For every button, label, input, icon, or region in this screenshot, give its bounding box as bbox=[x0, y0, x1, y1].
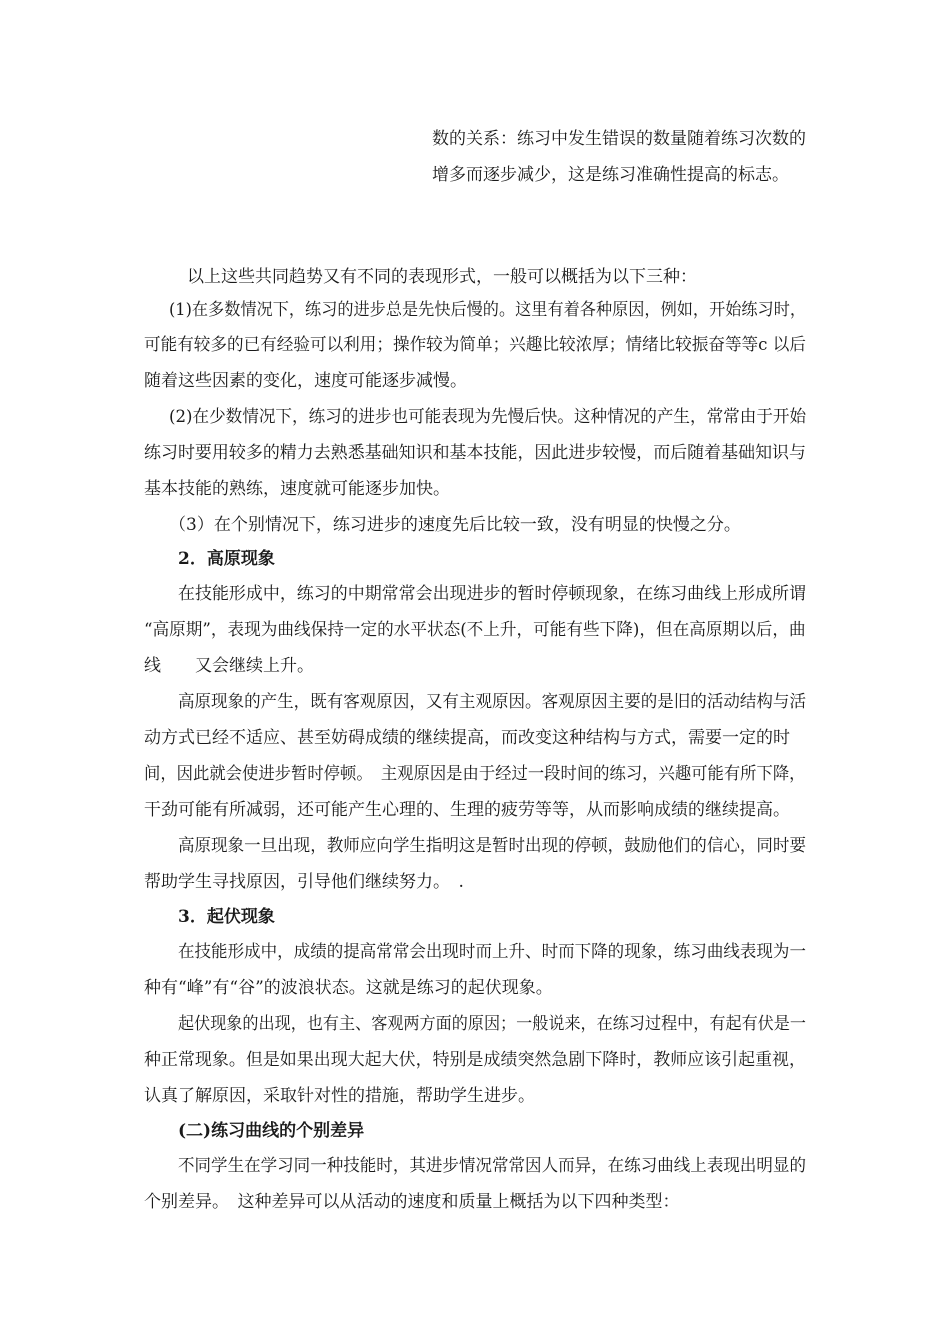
text-line: 高原现象的产生，既有客观原因，又有主观原因。客观原因主要的是旧的活动结构与活 bbox=[178, 692, 806, 712]
text-line: 动方式已经不适应、甚至妨碍成绩的继续提高，而改变这种结构与方式，需要一定的时 bbox=[144, 728, 790, 748]
text-line: 认真了解原因，采取针对性的措施，帮助学生进步。 bbox=[144, 1086, 535, 1106]
text-line: 增多而逐步减少，这是练习准确性提高的标志。 bbox=[432, 165, 789, 185]
section-heading: (二)练习曲线的个别差异 bbox=[178, 1121, 365, 1141]
text-line: 干劲可能有所减弱，还可能产生心理的、生理的疲劳等等，从而影响成绩的继续提高。 bbox=[144, 800, 790, 820]
text-line: 起伏现象的出现，也有主、客观两方面的原因；一般说来，在练习过程中，有起有伏是一 bbox=[178, 1014, 806, 1034]
text-line: “高原期”，表现为曲线保持一定的水平状态(不上升，可能有些下降)，但在高原期以后，曲 bbox=[144, 620, 806, 640]
intro-line: 以上这些共同趋势又有不同的表现形式，一般可以概括为以下三种： bbox=[187, 267, 697, 287]
text-line: 数的关系：练习中发生错误的数量随着练习次数的 bbox=[432, 129, 806, 149]
section-heading: 2．高原现象 bbox=[178, 549, 275, 569]
text-line: 在技能形成中，练习的中期常常会出现进步的暂时停顿现象，在练习曲线上形成所谓 bbox=[178, 584, 806, 604]
text-line: 帮助学生寻找原因，引导他们继续努力。 . bbox=[144, 872, 464, 892]
text-line: 高原现象一旦出现，教师应向学生指明这是暂时出现的停顿，鼓励他们的信心，同时要 bbox=[178, 836, 806, 856]
text-line: 种有“峰”有“谷”的波浪状态。这就是练习的起伏现象。 bbox=[144, 978, 553, 998]
text-line: (2)在少数情况下，练习的进步也可能表现为先慢后快。这种情况的产生，常常由于开始 bbox=[169, 407, 807, 427]
section-heading: 3．起伏现象 bbox=[178, 907, 275, 927]
text-line: 练习时要用较多的精力去熟悉基础知识和基本技能，因此进步较慢，而后随着基础知识与 bbox=[144, 443, 807, 463]
text-line: 可能有较多的已有经验可以利用；操作较为简单；兴趣比较浓厚；情绪比较振奋等等c 以后 bbox=[144, 335, 806, 355]
text-line: 不同学生在学习同一种技能时，其进步情况常常因人而异，在练习曲线上表现出明显的 bbox=[178, 1156, 806, 1176]
text-line: 种正常现象。但是如果出现大起大伏，特别是成绩突然急剧下降时，教师应该引起重视， bbox=[144, 1050, 807, 1070]
text-line: 线 又会继续上升。 bbox=[144, 656, 314, 676]
text-line: (1)在多数情况下，练习的进步总是先快后慢的。这里有着各种原因，例如，开始练习时， bbox=[169, 300, 807, 320]
text-line: 个别差异。 这种差异可以从活动的速度和质量上概括为以下四种类型： bbox=[144, 1192, 680, 1212]
text-line: 基本技能的熟练，速度就可能逐步加快。 bbox=[144, 479, 450, 499]
text-line: 随着这些因素的变化，速度可能逐步减慢。 bbox=[144, 371, 467, 391]
text-line: 在技能形成中，成绩的提高常常会出现时而上升、时而下降的现象，练习曲线表现为一 bbox=[178, 942, 806, 962]
text-line: 间，因此就会使进步暂时停顿。 主观原因是由于经过一段时间的练习，兴趣可能有所下降， bbox=[144, 764, 806, 784]
text-line: （3）在个别情况下，练习进步的速度先后比较一致，没有明显的快慢之分。 bbox=[169, 515, 741, 535]
